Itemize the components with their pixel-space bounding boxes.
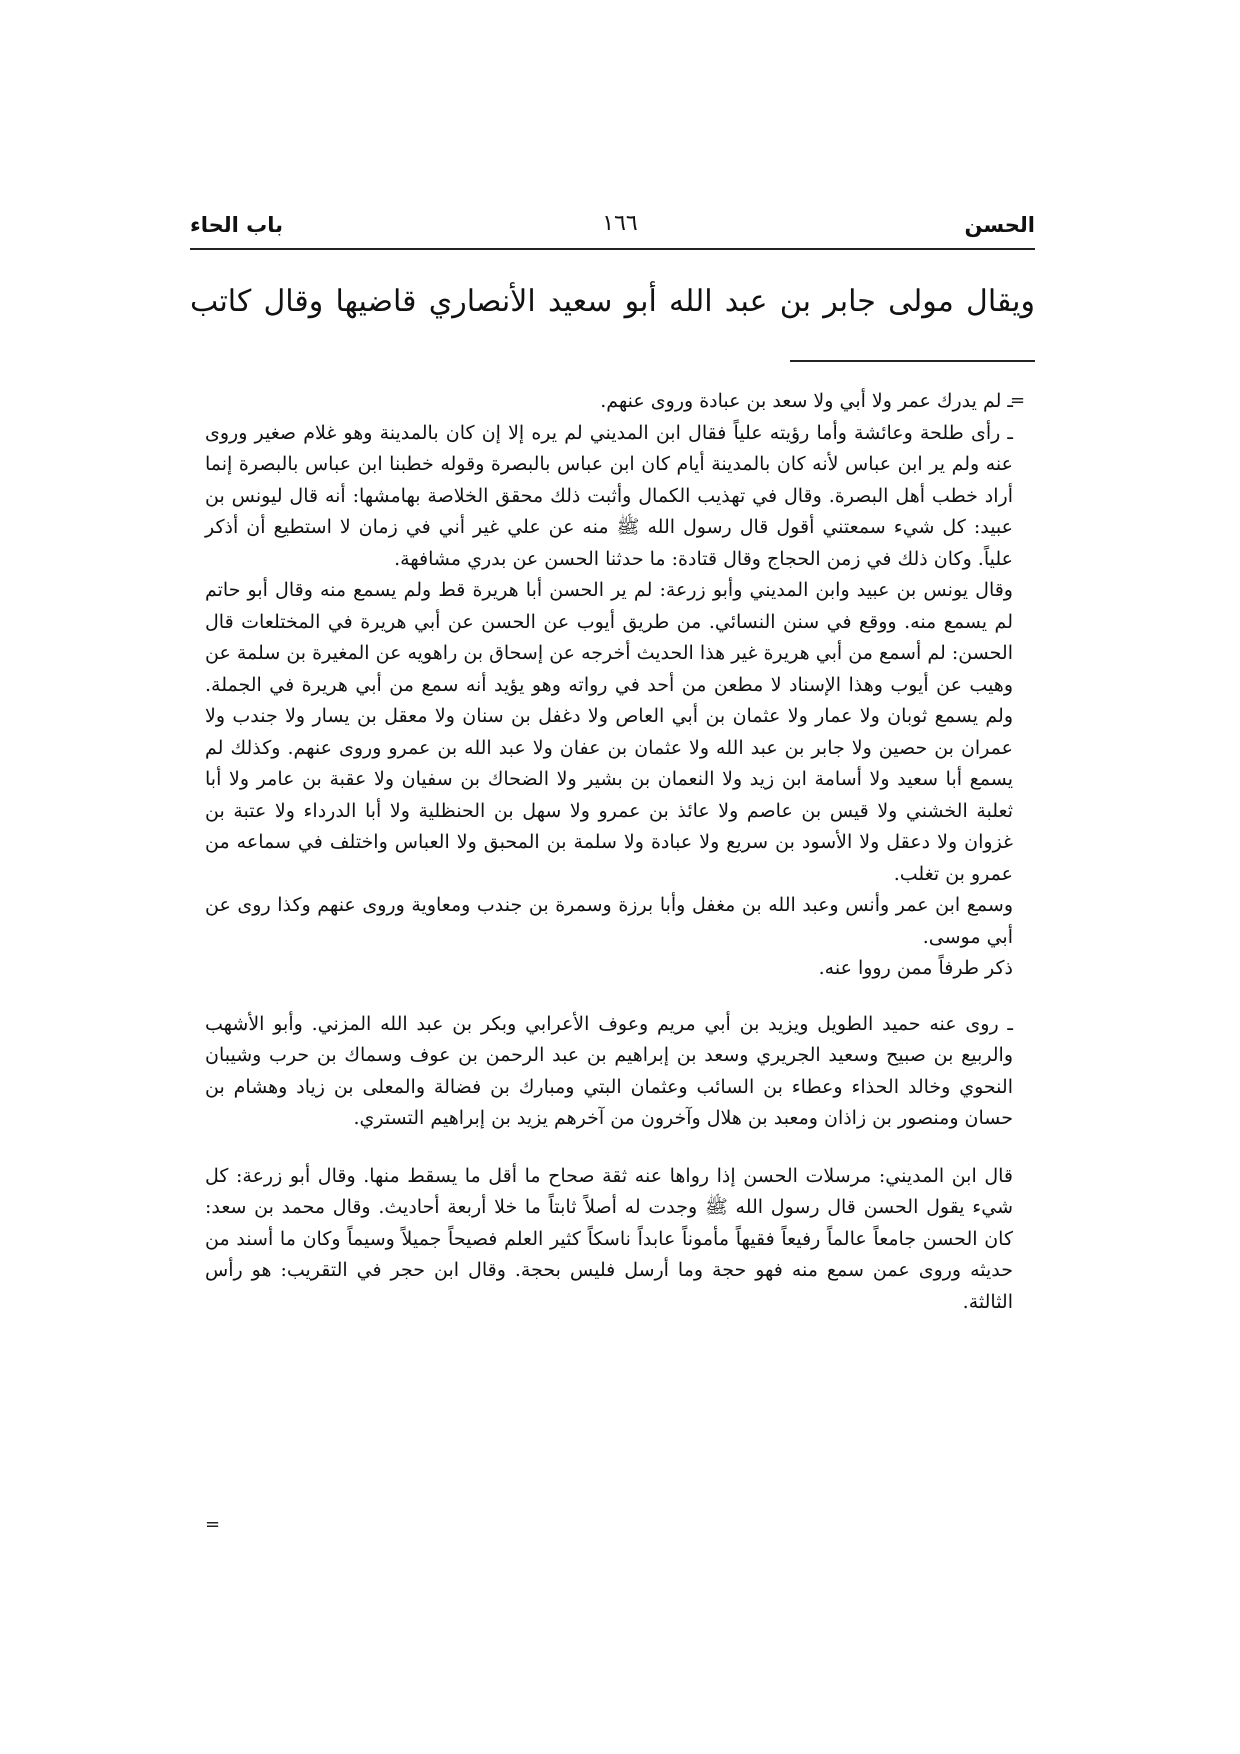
footnote-paragraph: ذكر طرفاً ممن رووا عنه. <box>818 957 1013 979</box>
footnote-paragraph: ـ لم يدرك عمر ولا أبي ولا سعد بن عبادة وروى عنهم. <box>600 390 1013 412</box>
footnote-paragraph: وقال يونس بن عبيد وابن المديني وأبو زرعة: لم ير الحسن أبا هريرة قط ولم يسمع منه وقال أبو حاتم لم يسمع منه. ووقع في سنن النسائي. من طريق أيوب عن الحسن عن أبي هريرة في المختلعات قال الحسن: لم أسمع من أبي هريرة غير هذا الحديث أخرجه عن إسحاق بن راهويه عن المغيرة بن سلمة عن وهيب عن أيوب وهذا الإسناد لا مطعن من أحد في رواته وهو يؤيد أنه سمع من أبي هريرة في الجملة. ولم يسمع ثوبان ولا عمار ولا عثمان بن أبي العاص ولا دغفل بن سنان ولا معقل بن يسار ولا جندب ولا عمران بن حصين ولا جابر بن عبد الله ولا عثمان بن عفان ولا عبد الله بن عمرو وروى عنهم. وكذلك لم يسمع أبا سعيد ولا أسامة ابن زيد ولا النعمان بن بشير ولا الضحاك بن سفيان ولا عقبة بن عامر ولا أبا ثعلبة الخشني ولا قيس بن عاصم ولا عائذ بن عمرو ولا سهل بن الحنظلية ولا أبا الدرداء ولا عتبة بن غزوان ولا دعقل ولا الأسود بن سريع ولا عبادة ولا سلمة بن المحبق ولا العباس واختلف في سماعه من عمرو بن تغلب. <box>205 579 1013 885</box>
header-divider <box>190 248 1035 250</box>
continuation-marker-start: = <box>1010 390 1026 411</box>
page-number: ١٦٦ <box>602 211 638 236</box>
footnote-divider <box>790 360 1035 362</box>
header-chapter-title: باب الحاء <box>190 213 284 237</box>
footnote-paragraph: ـ رأى طلحة وعائشة وأما رؤيته علياً فقال ابن المديني لم يره إلا إن كان بالمدينة وهو غلام صغير وروى عنه ولم ير ابن عباس لأنه كان بالمدينة أيام كان ابن عباس بالبصرة وقوله خطبنا ابن عباس بالبصرة إنما أراد خطب أهل البصرة. وقال في تهذيب الكمال وأثبت ذلك محقق الخلاصة بهامشها: أنه قال ليونس بن عبيد: كل شيء سمعتني أقول قال رسول الله ﷺ منه عن علي غير أني في زمان لا استطيع أن أذكر علياً. وكان ذلك في زمن الحجاج وقال قتادة: ما حدثنا الحسن عن بدري مشافهة. <box>205 421 1013 570</box>
continuation-marker-end: = <box>205 1514 221 1535</box>
running-header <box>190 205 1035 245</box>
footnote-paragraph: وسمع ابن عمر وأنس وعبد الله بن مغفل وأبا برزة وسمرة بن جندب ومعاوية وروى عنهم وكذا روى عن أبي موسى. <box>205 894 1013 948</box>
header-entry-name: الحسن <box>964 213 1035 237</box>
main-text-line: ويقال مولى جابر بن عبد الله أبو سعيد الأنصاري قاضيها وقال كاتب <box>190 284 1035 319</box>
footnotes-block <box>205 386 1013 1318</box>
footnote-paragraph: ـ روى عنه حميد الطويل ويزيد بن أبي مريم وعوف الأعرابي وبكر بن عبد الله المزني. وأبو الأشهب والربيع بن صبيح وسعيد الجريري وسعد بن إبراهيم بن عبد الرحمن بن عوف وسماك بن حرب وشيبان النحوي وخالد الحذاء وعطاء بن السائب وعثمان البتي ومبارك بن فضالة والمعلى بن زياد وهشام بن حسان ومنصور بن زاذان ومعبد بن هلال وآخرون من آخرهم يزيد بن إبراهيم التستري. <box>205 1012 1013 1129</box>
footnote-paragraph: قال ابن المديني: مرسلات الحسن إذا رواها عنه ثقة صحاح ما أقل ما يسقط منها. وقال أبو زرعة: كل شيء يقول الحسن قال رسول الله ﷺ وجدت له أصلاً ثابتاً ما خلا أربعة أحاديث. وقال محمد بن سعد: كان الحسن جامعاً عالماً رفيعاً فقيهاً مأموناً عابداً ناسكاً كثير العلم فصيحاً جميلاً وسيماً وكان ما أسند من حديثه وروى عمن سمع منه فهو حجة وما أرسل فليس بحجة. وقال ابن حجر في التقريب: هو رأس الثالثة. <box>205 1164 1013 1313</box>
